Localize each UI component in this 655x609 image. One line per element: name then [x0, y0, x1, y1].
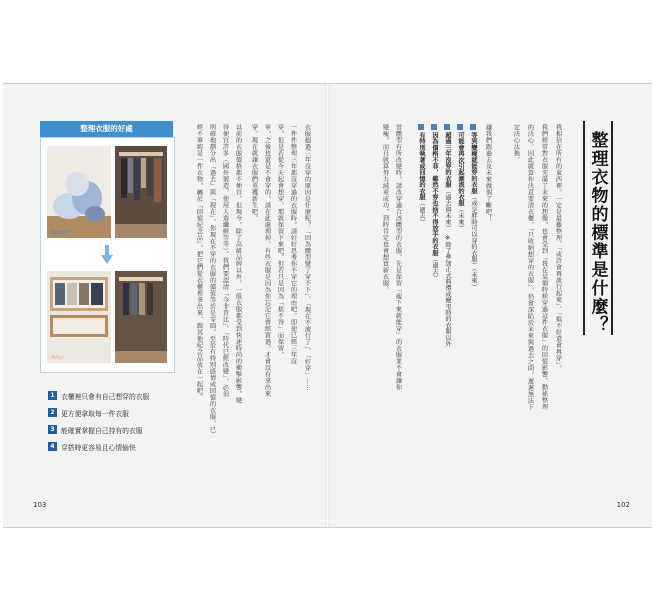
benefit-list [48, 387, 149, 455]
benefit-text: 衣櫃裡只會有自己想穿的衣服 [61, 392, 150, 401]
checklist-item [416, 124, 427, 225]
clothes-bags-illustration [47, 146, 111, 238]
checkbox-icon [431, 124, 437, 130]
before-label: Before [51, 230, 70, 236]
body-column: 當體型有所改變時，請改穿適合該體型的衣服。先是保留「瘦下來就能穿」的衣服並不會讓你 [394, 124, 402, 391]
before-after-panel [40, 137, 175, 373]
benefit-text: 能確實掌握自己持有的衣服 [61, 426, 143, 435]
panel-title: 整理衣服的好處 [40, 121, 173, 137]
checklist-item [468, 124, 479, 290]
checklist-note: （過去與未來） ※除了參加正式典禮或慶弔時的衣服以外 [444, 187, 451, 347]
body-column: 的決心。因此就算你決意要清衣櫃，「只收納想穿的衣服」，仍會深陷於未來與過去之間，遲遲無法下 [526, 124, 534, 411]
page-number: 103 [33, 501, 47, 509]
checklist-bold: 有特別執著或回憶的衣服 [418, 132, 425, 201]
checklist-note: （過去） [431, 256, 438, 281]
checkbox-icon [470, 124, 476, 130]
benefit-item [48, 438, 149, 455]
body-column: 我們經常對衣服充滿了未來的想像，也會受到「我在某個時候穿過這件衣服」的回憶影響，動搖整理 [540, 124, 548, 410]
benefit-number-badge: 2 [48, 408, 57, 417]
checklist-item [455, 124, 466, 231]
photo-before-closet [115, 146, 167, 238]
checklist-bold: 超過三年沒穿的衣服 [444, 132, 451, 188]
page-title: 整理衣物的標準是什麼？ [587, 131, 608, 335]
benefit-text: 穿搭時更容易且心情愉快 [61, 443, 136, 452]
benefit-item [48, 404, 149, 421]
body-column: 得便宜許多（國外製造，使用人造纖維等等）。我們要認清「今非昔比」、「時代已經改變」，必須 [221, 124, 229, 398]
checklist-item [442, 124, 453, 347]
checklist-bold: 因為價格不菲，雖然不穿也捨不得放手的衣服 [431, 132, 438, 256]
body-column: 變瘦，而且就算努力減重成功，到時肯定也會想買新衣服。 [381, 124, 389, 293]
checklist-bold: 可能會再次引起潮流的衣服 [457, 132, 464, 207]
benefit-text: 更方便拿取每一件衣服 [61, 409, 129, 418]
benefit-item [48, 387, 149, 404]
body-column: 定決心汰換。 [512, 124, 520, 163]
photo-after-closet [115, 271, 167, 363]
photo-before-bags [47, 146, 111, 238]
book-spread [3, 83, 652, 528]
checkbox-icon [457, 124, 463, 130]
checklist-note: （過去） [418, 200, 425, 226]
benefit-number-badge: 3 [48, 425, 57, 434]
checklist-item [429, 124, 440, 281]
benefit-number-badge: 1 [48, 391, 57, 400]
body-column: 衣服超過三年沒穿的原因是什麼呢？「因為體型變了穿不下」、「現在不流行了」、「好穿」⋯⋯ [303, 124, 311, 392]
right-page [330, 84, 652, 527]
body-column: 讓我們跟過去及未來做個了斷吧！ [484, 124, 492, 222]
drawers-illustration [47, 271, 111, 363]
benefit-item [48, 421, 149, 438]
after-label: After [51, 355, 65, 361]
checklist-note: （或是胖時可以穿的衣服）（未來） [470, 194, 477, 291]
checkbox-icon [444, 124, 450, 130]
left-page [3, 84, 325, 527]
closet-organized-illustration [115, 271, 167, 363]
checklist-note: （未來） [457, 206, 464, 232]
arrow-down-icon [101, 245, 113, 265]
body-column: 穿。現在就讓衣服們重獲新生吧。 [250, 124, 258, 222]
benefit-number-badge: 4 [48, 442, 57, 451]
page-number: 102 [616, 501, 630, 509]
page-title-box [583, 121, 613, 335]
closet-illustration [115, 146, 167, 238]
body-column: 寧，之後也還是不會穿的，請在此處理掉。有些衣服是因為你忘記它曾經買過，才會沒有拿出來 [263, 124, 271, 397]
checklist-bold: 等到變瘦就能穿的衣服 [470, 132, 477, 194]
body-column: 我相信在所有的東西裡，一定是最難整理、「或許會再流行起來」、「搞不好還會再穿」， [554, 124, 562, 372]
photo-after-drawers [47, 271, 111, 363]
body-column: 明確地劃分出「過去」與「現在」，你現在不穿的衣服的價值等於是零圓。至於有特別感情或回憶的衣服，已 [208, 124, 216, 433]
body-column: 經不單純是一件衣物，屬於「回憶紀念品」，把它們從衣櫃裡拿出來，跟其他紀念品放在一起吧。 [195, 124, 203, 401]
body-column: 以前的衣服價格都不便宜，但現今，除了高級品牌以外，一般衣服都受到快速時尚的衝擊影響，變 [234, 124, 242, 404]
body-column: 一件件整理三年都沒穿過的衣服時，請好好思考你不穿它的理由吧。即使已經三年沒 [289, 124, 297, 365]
checkbox-icon [418, 124, 424, 130]
body-column: 穿，但是若從今天起會想穿，那就保留下來吧。但若只是因為「捨不得」而保留， [276, 124, 284, 358]
